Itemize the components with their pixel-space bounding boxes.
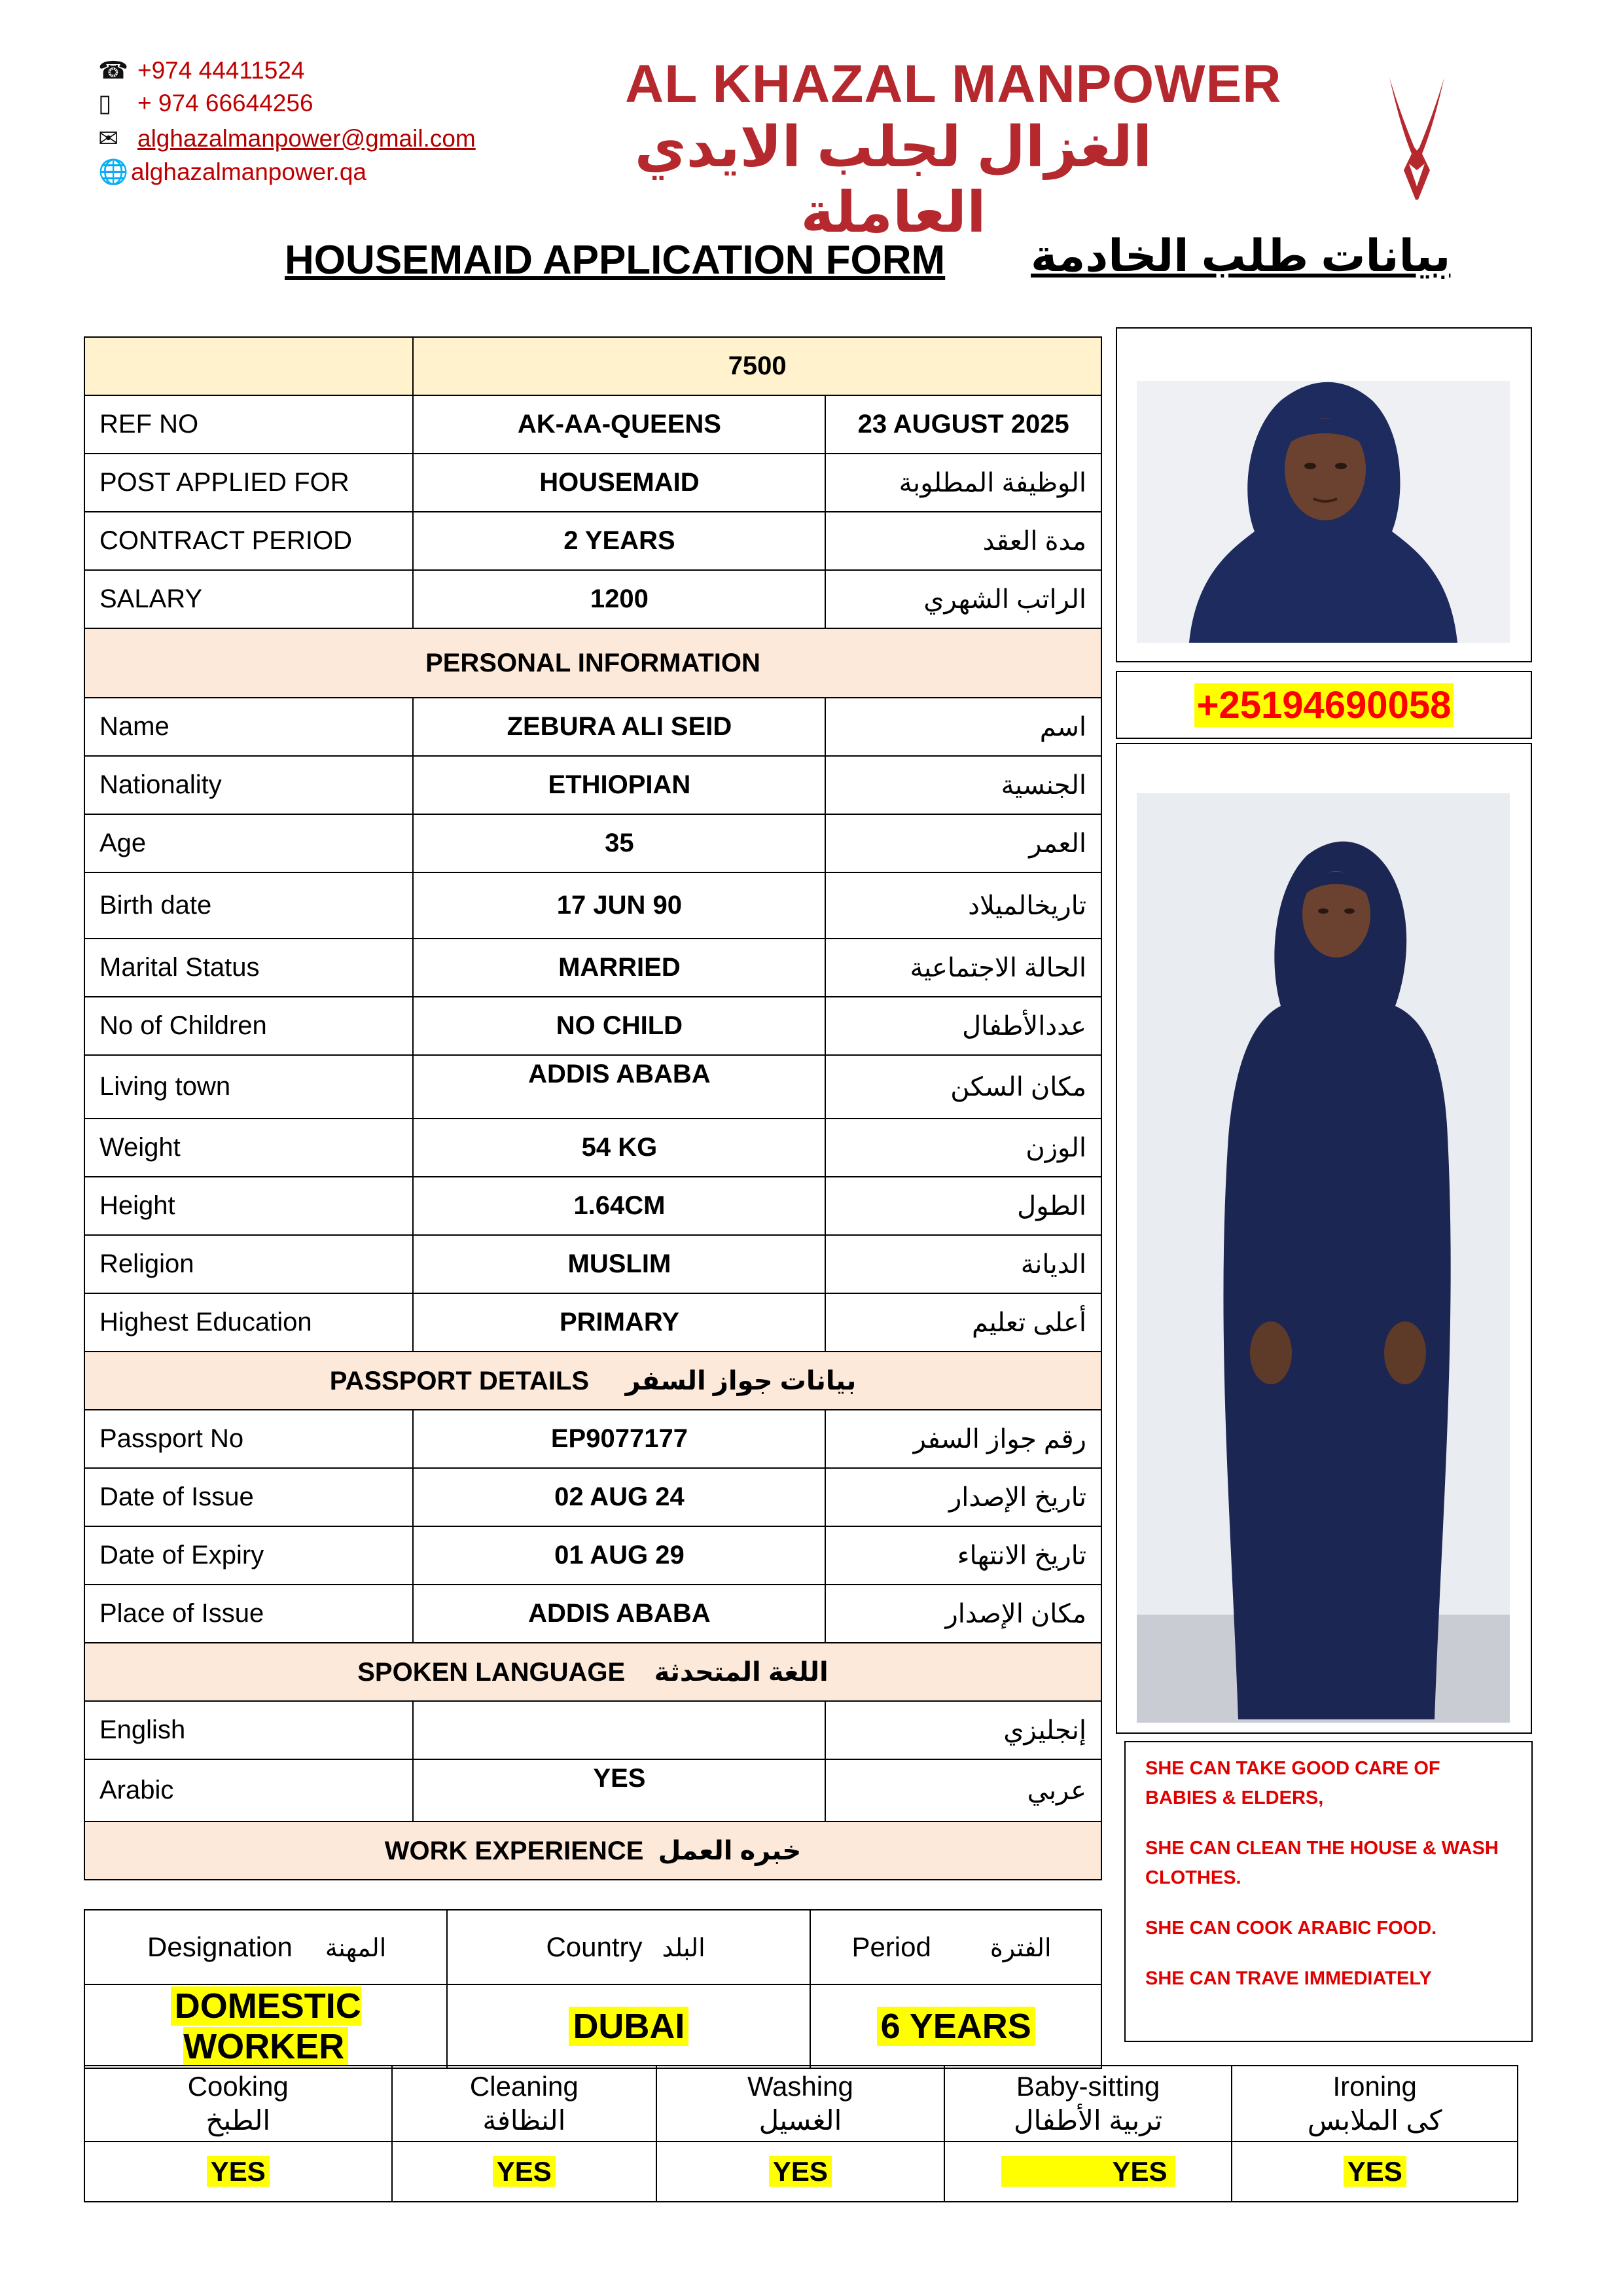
language-heading-en: SPOKEN LANGUAGE [357, 1657, 626, 1687]
contact-website[interactable] [98, 158, 366, 187]
row-label: Date of Issue [84, 1468, 413, 1526]
row-label-ar: الراتب الشهري [825, 570, 1101, 628]
note-item: SHE CAN COOK ARABIC FOOD. [1145, 1918, 1437, 1939]
row-value [413, 1701, 825, 1759]
row-label-ar: اسم [825, 698, 1101, 756]
designation-value-cell [84, 1984, 447, 2068]
email-icon: ✉ [98, 125, 119, 152]
row-label: Religion [84, 1235, 413, 1293]
row-label: Nationality [84, 756, 413, 814]
skill-label-en: Cooking [187, 2070, 289, 2102]
work-heading-ar: خبره العمل [658, 1836, 802, 1865]
row-label: English [84, 1701, 413, 1759]
ref-value: AK-AA-QUEENS [413, 395, 825, 454]
table-row [84, 1585, 1101, 1643]
code-cell: 7500 [413, 337, 1101, 395]
work-experience-table [84, 1909, 1102, 2069]
row-label-ar: تاريخالميلاد [825, 872, 1101, 939]
mobile-icon: ▯ [98, 90, 112, 117]
row-value: ZEBURA ALI SEID [413, 698, 825, 756]
form-title-ar: بيانات طلب الخادمة [1031, 231, 1451, 281]
row-label-ar: الطول [825, 1177, 1101, 1235]
row-label-ar: الجنسية [825, 756, 1101, 814]
globe-icon: 🌐 [98, 158, 129, 185]
table-row [84, 454, 1101, 512]
row-value: EP9077177 [413, 1410, 825, 1468]
row-value: HOUSEMAID [413, 454, 825, 512]
skill-label-ar: النظافة [482, 2105, 566, 2136]
row-label-ar: رقم جواز السفر [825, 1410, 1101, 1468]
period-header [810, 1910, 1101, 1984]
table-row [84, 1410, 1101, 1468]
row-value: 35 [413, 814, 825, 872]
row-value: MARRIED [413, 939, 825, 997]
passport-heading-en: PASSPORT DETAILS [329, 1366, 590, 1395]
row-label: Date of Expiry [84, 1526, 413, 1585]
designation-label-en: Designation [147, 1931, 293, 1962]
skill-label-en: Baby-sitting [1016, 2070, 1160, 2102]
row-value: ADDIS ABABA [413, 1585, 825, 1643]
phone-icon: ☎ [98, 57, 129, 84]
skill-label-ar: الغسيل [758, 2105, 842, 2136]
skill-baby-sitting [944, 2066, 1232, 2142]
note-item: SHE CAN CLEAN THE HOUSE & WASH CLOTHES. [1145, 1838, 1499, 1888]
row-value: 17 JUN 90 [413, 872, 825, 939]
application-table [84, 336, 1102, 1880]
brand-name-en: AL KHAZAL MANPOWER [625, 54, 1282, 114]
row-value: ETHIOPIAN [413, 756, 825, 814]
table-row [84, 872, 1101, 939]
row-label-ar: مكان الإصدار [825, 1585, 1101, 1643]
brand-name-ar: الغزال لجلب الايدي العاملة [634, 116, 1152, 244]
portrait-photo-frame [1116, 327, 1532, 662]
contact-phone-1 [98, 56, 305, 84]
row-label: Age [84, 814, 413, 872]
row-label: Birth date [84, 872, 413, 939]
row-label-ar: تاريخ الإصدار [825, 1468, 1101, 1526]
row-label: Highest Education [84, 1293, 413, 1352]
skill-label-en: Washing [747, 2070, 853, 2102]
skill-value: YES [769, 2156, 832, 2187]
row-value: 02 AUG 24 [413, 1468, 825, 1526]
row-label: Weight [84, 1119, 413, 1177]
row-value: 2 YEARS [413, 512, 825, 570]
skill-value: YES [1344, 2156, 1406, 2187]
skill-value: YES [207, 2156, 270, 2187]
table-row [84, 1468, 1101, 1526]
skill-washing [656, 2066, 944, 2142]
passport-heading-ar: بيانات جواز السفر [625, 1366, 857, 1395]
row-label: Living town [84, 1055, 413, 1119]
designation-value: DOMESTIC WORKER [171, 1986, 361, 2066]
full-body-photo [1117, 744, 1531, 1732]
language-heading-ar: اللغة المتحدثة [654, 1657, 829, 1687]
skill-label-ar: کی الملابس [1307, 2105, 1442, 2136]
row-value: PRIMARY [413, 1293, 825, 1352]
contact-email[interactable] [98, 124, 476, 152]
table-row [84, 939, 1101, 997]
table-row [84, 1526, 1101, 1585]
passport-heading [84, 1352, 1101, 1410]
period-value-cell [810, 1984, 1101, 2068]
language-heading [84, 1643, 1101, 1701]
table-row [84, 1701, 1101, 1759]
row-value: MUSLIM [413, 1235, 825, 1293]
row-label-ar: مكان السكن [825, 1055, 1101, 1119]
table-row [84, 570, 1101, 628]
row-label: Name [84, 698, 413, 756]
skill-value-cell [392, 2142, 657, 2202]
row-label-ar: الديانة [825, 1235, 1101, 1293]
ref-label: REF NO [84, 395, 413, 454]
row-label-ar: إنجليزي [825, 1701, 1101, 1759]
period-value: 6 YEARS [877, 2007, 1035, 2046]
skills-notes [1124, 1741, 1533, 2042]
row-value: 54 KG [413, 1119, 825, 1177]
email-text[interactable]: alghazalmanpower@gmail.com [137, 125, 476, 152]
period-label-en: Period [851, 1931, 931, 1962]
row-label-ar: الوظيفة المطلوبة [825, 454, 1101, 512]
designation-label-ar: المهنة [325, 1935, 387, 1962]
skill-value-cell [944, 2142, 1232, 2202]
work-heading-en: WORK EXPERIENCE [384, 1836, 644, 1865]
table-row [84, 1293, 1101, 1352]
note-item: SHE CAN TRAVE IMMEDIATELY [1145, 1968, 1432, 1989]
country-value-cell [447, 1984, 810, 2068]
skill-label-en: Ironing [1332, 2070, 1417, 2102]
skill-label-ar: تربية الأطفال [1014, 2105, 1163, 2136]
designation-header [84, 1910, 447, 1984]
skill-value-cell [84, 2142, 392, 2202]
table-row [84, 997, 1101, 1055]
skill-label-ar: الطبخ [205, 2105, 271, 2136]
skill-cooking [84, 2066, 392, 2142]
row-label-ar: الوزن [825, 1119, 1101, 1177]
skill-ironing [1232, 2066, 1518, 2142]
note-item: SHE CAN TAKE GOOD CARE OF BABIES & ELDERS, [1145, 1758, 1440, 1808]
table-row [84, 698, 1101, 756]
row-label-ar: العمر [825, 814, 1101, 872]
date-value: 23 AUGUST 2025 [825, 395, 1101, 454]
row-label: Arabic [84, 1759, 413, 1821]
skill-value-cell [1232, 2142, 1518, 2202]
table-row [84, 1177, 1101, 1235]
contact-phone-box [1116, 671, 1532, 739]
table-row [84, 1055, 1101, 1119]
empty-cell [84, 337, 413, 395]
row-label: SALARY [84, 570, 413, 628]
row-value: 01 AUG 29 [413, 1526, 825, 1585]
contact-phone-number: +25194690058 [1194, 683, 1454, 727]
antelope-logo-icon [1378, 72, 1456, 203]
phone-2-text: + 974 66644256 [137, 90, 313, 117]
row-label-ar: عددالأطفال [825, 997, 1101, 1055]
skill-cleaning [392, 2066, 657, 2142]
row-value: 1.64CM [413, 1177, 825, 1235]
row-label-ar: مدة العقد [825, 512, 1101, 570]
phone-1-text: +974 44411524 [137, 57, 305, 84]
row-label: Place of Issue [84, 1585, 413, 1643]
table-row [84, 1759, 1101, 1821]
row-label: Marital Status [84, 939, 413, 997]
skills-table [84, 2065, 1518, 2202]
row-value: NO CHILD [413, 997, 825, 1055]
country-label-ar: البلد [662, 1935, 705, 1962]
full-body-photo-frame [1116, 743, 1532, 1734]
contact-phone-2 [98, 89, 313, 117]
row-value: ADDIS ABABA [413, 1055, 825, 1119]
row-label-ar: أعلى تعليم [825, 1293, 1101, 1352]
table-row [84, 756, 1101, 814]
row-label-ar: تاريخ الانتهاء [825, 1526, 1101, 1585]
row-value: 1200 [413, 570, 825, 628]
skill-value-cell [656, 2142, 944, 2202]
skill-value: YES [1001, 2156, 1175, 2187]
country-header [447, 1910, 810, 1984]
row-label-ar: الحالة الاجتماعية [825, 939, 1101, 997]
row-label: Passport No [84, 1410, 413, 1468]
table-row [84, 1235, 1101, 1293]
row-label: CONTRACT PERIOD [84, 512, 413, 570]
website-text[interactable]: alghazalmanpower.qa [131, 158, 366, 185]
row-label: Height [84, 1177, 413, 1235]
skill-value: YES [493, 2156, 556, 2187]
row-value: YES [413, 1759, 825, 1821]
table-row [84, 512, 1101, 570]
country-value: DUBAI [569, 2007, 688, 2046]
personal-info-heading: PERSONAL INFORMATION [84, 628, 1101, 698]
table-row [84, 1119, 1101, 1177]
portrait-photo [1117, 329, 1531, 661]
skill-label-en: Cleaning [469, 2070, 579, 2102]
form-title-en: HOUSEMAID APPLICATION FORM [285, 238, 946, 283]
work-heading [84, 1821, 1101, 1880]
row-label-ar: عربي [825, 1759, 1101, 1821]
row-label: No of Children [84, 997, 413, 1055]
row-label: POST APPLIED FOR [84, 454, 413, 512]
period-label-ar: الفترة [990, 1935, 1052, 1962]
country-label-en: Country [546, 1931, 643, 1962]
table-row [84, 814, 1101, 872]
